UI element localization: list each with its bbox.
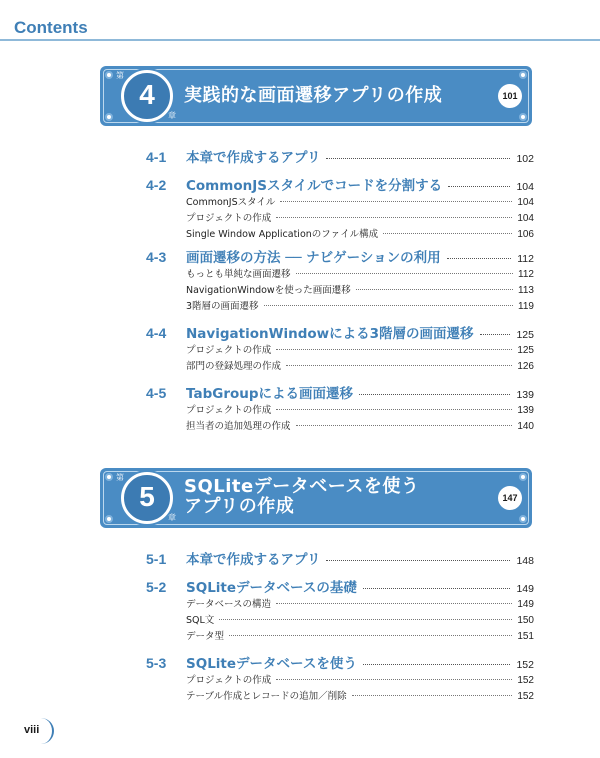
dot-leader	[229, 635, 512, 636]
toc-subsection-entry[interactable]	[186, 282, 534, 296]
chapter-title-line2: アプリの作成	[184, 496, 295, 517]
section-title: NavigationWindowによる3階層の画面遷移	[186, 326, 474, 342]
dot-leader	[286, 365, 512, 366]
subsection-title: SQL文	[186, 615, 215, 626]
section-number: 5-1	[146, 551, 167, 567]
chapter-suffix: 章	[168, 513, 176, 522]
section-number: 4-2	[146, 177, 167, 193]
subsection-title: Single Window Applicationのファイル構成	[186, 229, 379, 240]
section-page: 152	[516, 659, 534, 671]
dot-leader	[276, 349, 512, 350]
subsection-title: プロジェクトの作成	[186, 405, 272, 416]
section-number: 5-2	[146, 579, 167, 595]
subsection-page: 149	[517, 599, 534, 610]
section-title: 本章で作成するアプリ	[186, 150, 321, 166]
toc-section-entry[interactable]	[146, 548, 534, 568]
corner-ornament	[105, 515, 113, 523]
toc-subsection-entry[interactable]	[186, 402, 534, 416]
page-number: viii	[24, 724, 40, 736]
chapter-suffix: 章	[168, 111, 176, 120]
section-title: 本章で作成するアプリ	[186, 552, 321, 568]
section-number: 5-3	[146, 655, 167, 671]
chapter-number-badge	[121, 472, 173, 524]
section-page: 102	[516, 153, 534, 165]
section-page: 148	[516, 555, 534, 567]
toc-subsection-entry[interactable]	[186, 672, 534, 686]
toc-section-entry[interactable]	[146, 576, 534, 596]
toc-section-entry[interactable]	[146, 246, 534, 266]
corner-ornament	[519, 473, 527, 481]
subsection-title: CommonJSスタイル	[186, 197, 276, 208]
subsection-page: 152	[517, 691, 534, 702]
dot-leader	[383, 233, 512, 234]
section-page: 125	[516, 329, 534, 341]
toc-subsection-entry[interactable]	[186, 612, 534, 626]
chapter-title-line1: SQLiteデータベースを使う	[184, 476, 420, 497]
corner-ornament	[105, 71, 113, 79]
section-page: 139	[516, 389, 534, 401]
toc-section-entry[interactable]	[146, 146, 534, 166]
subsection-title: プロジェクトの作成	[186, 345, 272, 356]
toc-subsection-entry[interactable]	[186, 342, 534, 356]
dot-leader	[356, 289, 513, 290]
section-title: SQLiteデータベースを使う	[186, 656, 357, 672]
section-number: 4-1	[146, 149, 167, 165]
toc-subsection-entry[interactable]	[186, 210, 534, 224]
subsection-page: 104	[517, 197, 534, 208]
chapter-number: 5	[139, 481, 155, 512]
dot-leader	[352, 695, 513, 696]
dot-leader	[296, 425, 513, 426]
section-page: 104	[516, 181, 534, 193]
subsection-title: プロジェクトの作成	[186, 675, 272, 686]
subsection-title: 担当者の追加処理の作成	[186, 421, 291, 432]
subsection-page: 139	[517, 405, 534, 416]
toc-subsection-entry[interactable]	[186, 266, 534, 280]
dot-leader	[363, 588, 511, 589]
toc-subsection-entry[interactable]	[186, 688, 534, 702]
toc-subsection-entry[interactable]	[186, 596, 534, 610]
dot-leader	[326, 560, 510, 561]
chapter-number: 4	[139, 79, 155, 110]
subsection-title: プロジェクトの作成	[186, 213, 272, 224]
toc-subsection-entry[interactable]	[186, 226, 534, 240]
toc-section-entry[interactable]	[146, 652, 534, 672]
subsection-page: 106	[517, 229, 534, 240]
section-title: SQLiteデータベースの基礎	[186, 580, 357, 596]
dot-leader	[276, 409, 512, 410]
section-title: TabGroupによる画面遷移	[186, 386, 354, 402]
subsection-page: 152	[517, 675, 534, 686]
section-number: 4-3	[146, 249, 167, 265]
chapter-prefix: 第	[116, 71, 124, 80]
corner-ornament	[105, 473, 113, 481]
dot-leader	[480, 334, 511, 335]
subsection-page: 125	[517, 345, 534, 356]
section-number: 4-4	[146, 325, 167, 341]
toc-subsection-entry[interactable]	[186, 628, 534, 642]
subsection-page: 104	[517, 213, 534, 224]
chapter-prefix: 第	[116, 473, 124, 482]
subsection-title: テーブル作成とレコードの追加／削除	[186, 691, 347, 702]
section-page: 112	[517, 253, 534, 265]
subsection-title: NavigationWindowを使った画面遷移	[186, 285, 351, 296]
section-page: 149	[516, 583, 534, 595]
toc-section-entry[interactable]	[146, 322, 534, 342]
dot-leader	[219, 619, 512, 620]
subsection-title: 部門の登録処理の作成	[186, 361, 282, 372]
contents-heading: Contents	[14, 18, 88, 37]
subsection-page: 140	[517, 421, 534, 432]
subsection-page: 119	[518, 301, 534, 312]
dot-leader	[359, 394, 510, 395]
subsection-page: 112	[518, 269, 534, 280]
header-rule	[0, 39, 600, 41]
subsection-page: 113	[518, 285, 534, 296]
corner-ornament	[105, 113, 113, 121]
dot-leader	[276, 679, 512, 680]
section-title: CommonJSスタイルでコードを分割する	[186, 178, 443, 194]
page-header	[0, 0, 600, 44]
section-title: 画面遷移の方法 ── ナビゲーションの利用	[186, 250, 441, 266]
page-folio	[14, 718, 54, 744]
toc-subsection-entry[interactable]	[186, 358, 534, 372]
subsection-page: 126	[517, 361, 534, 372]
corner-ornament	[519, 71, 527, 79]
chapter-page: 147	[498, 486, 522, 510]
dot-leader	[264, 305, 514, 306]
subsection-title: 3階層の画面遷移	[186, 301, 259, 312]
dot-leader	[363, 664, 511, 665]
dot-leader	[280, 201, 512, 202]
chapter-page: 101	[498, 84, 522, 108]
subsection-page: 151	[517, 631, 534, 642]
dot-leader	[447, 258, 512, 259]
subsection-title: データベースの構造	[186, 599, 272, 610]
dot-leader	[296, 273, 514, 274]
toc-subsection-entry[interactable]	[186, 194, 534, 208]
chapter-title: 実践的な画面遷移アプリの作成	[184, 85, 443, 106]
corner-ornament	[519, 515, 527, 523]
dot-leader	[326, 158, 510, 159]
dot-leader	[276, 217, 512, 218]
chapter-banner	[100, 66, 532, 126]
toc-section-entry[interactable]	[146, 382, 534, 402]
subsection-title: もっとも単純な画面遷移	[186, 269, 291, 280]
dot-leader	[276, 603, 512, 604]
subsection-page: 150	[517, 615, 534, 626]
section-number: 4-5	[146, 385, 167, 401]
chapter-number-badge	[121, 70, 173, 122]
subsection-title: データ型	[186, 631, 225, 642]
toc-subsection-entry[interactable]	[186, 418, 534, 432]
dot-leader	[448, 186, 510, 187]
chapter-banner	[100, 468, 532, 528]
toc-subsection-entry[interactable]	[186, 298, 534, 312]
toc-section-entry[interactable]	[146, 174, 534, 194]
corner-ornament	[519, 113, 527, 121]
